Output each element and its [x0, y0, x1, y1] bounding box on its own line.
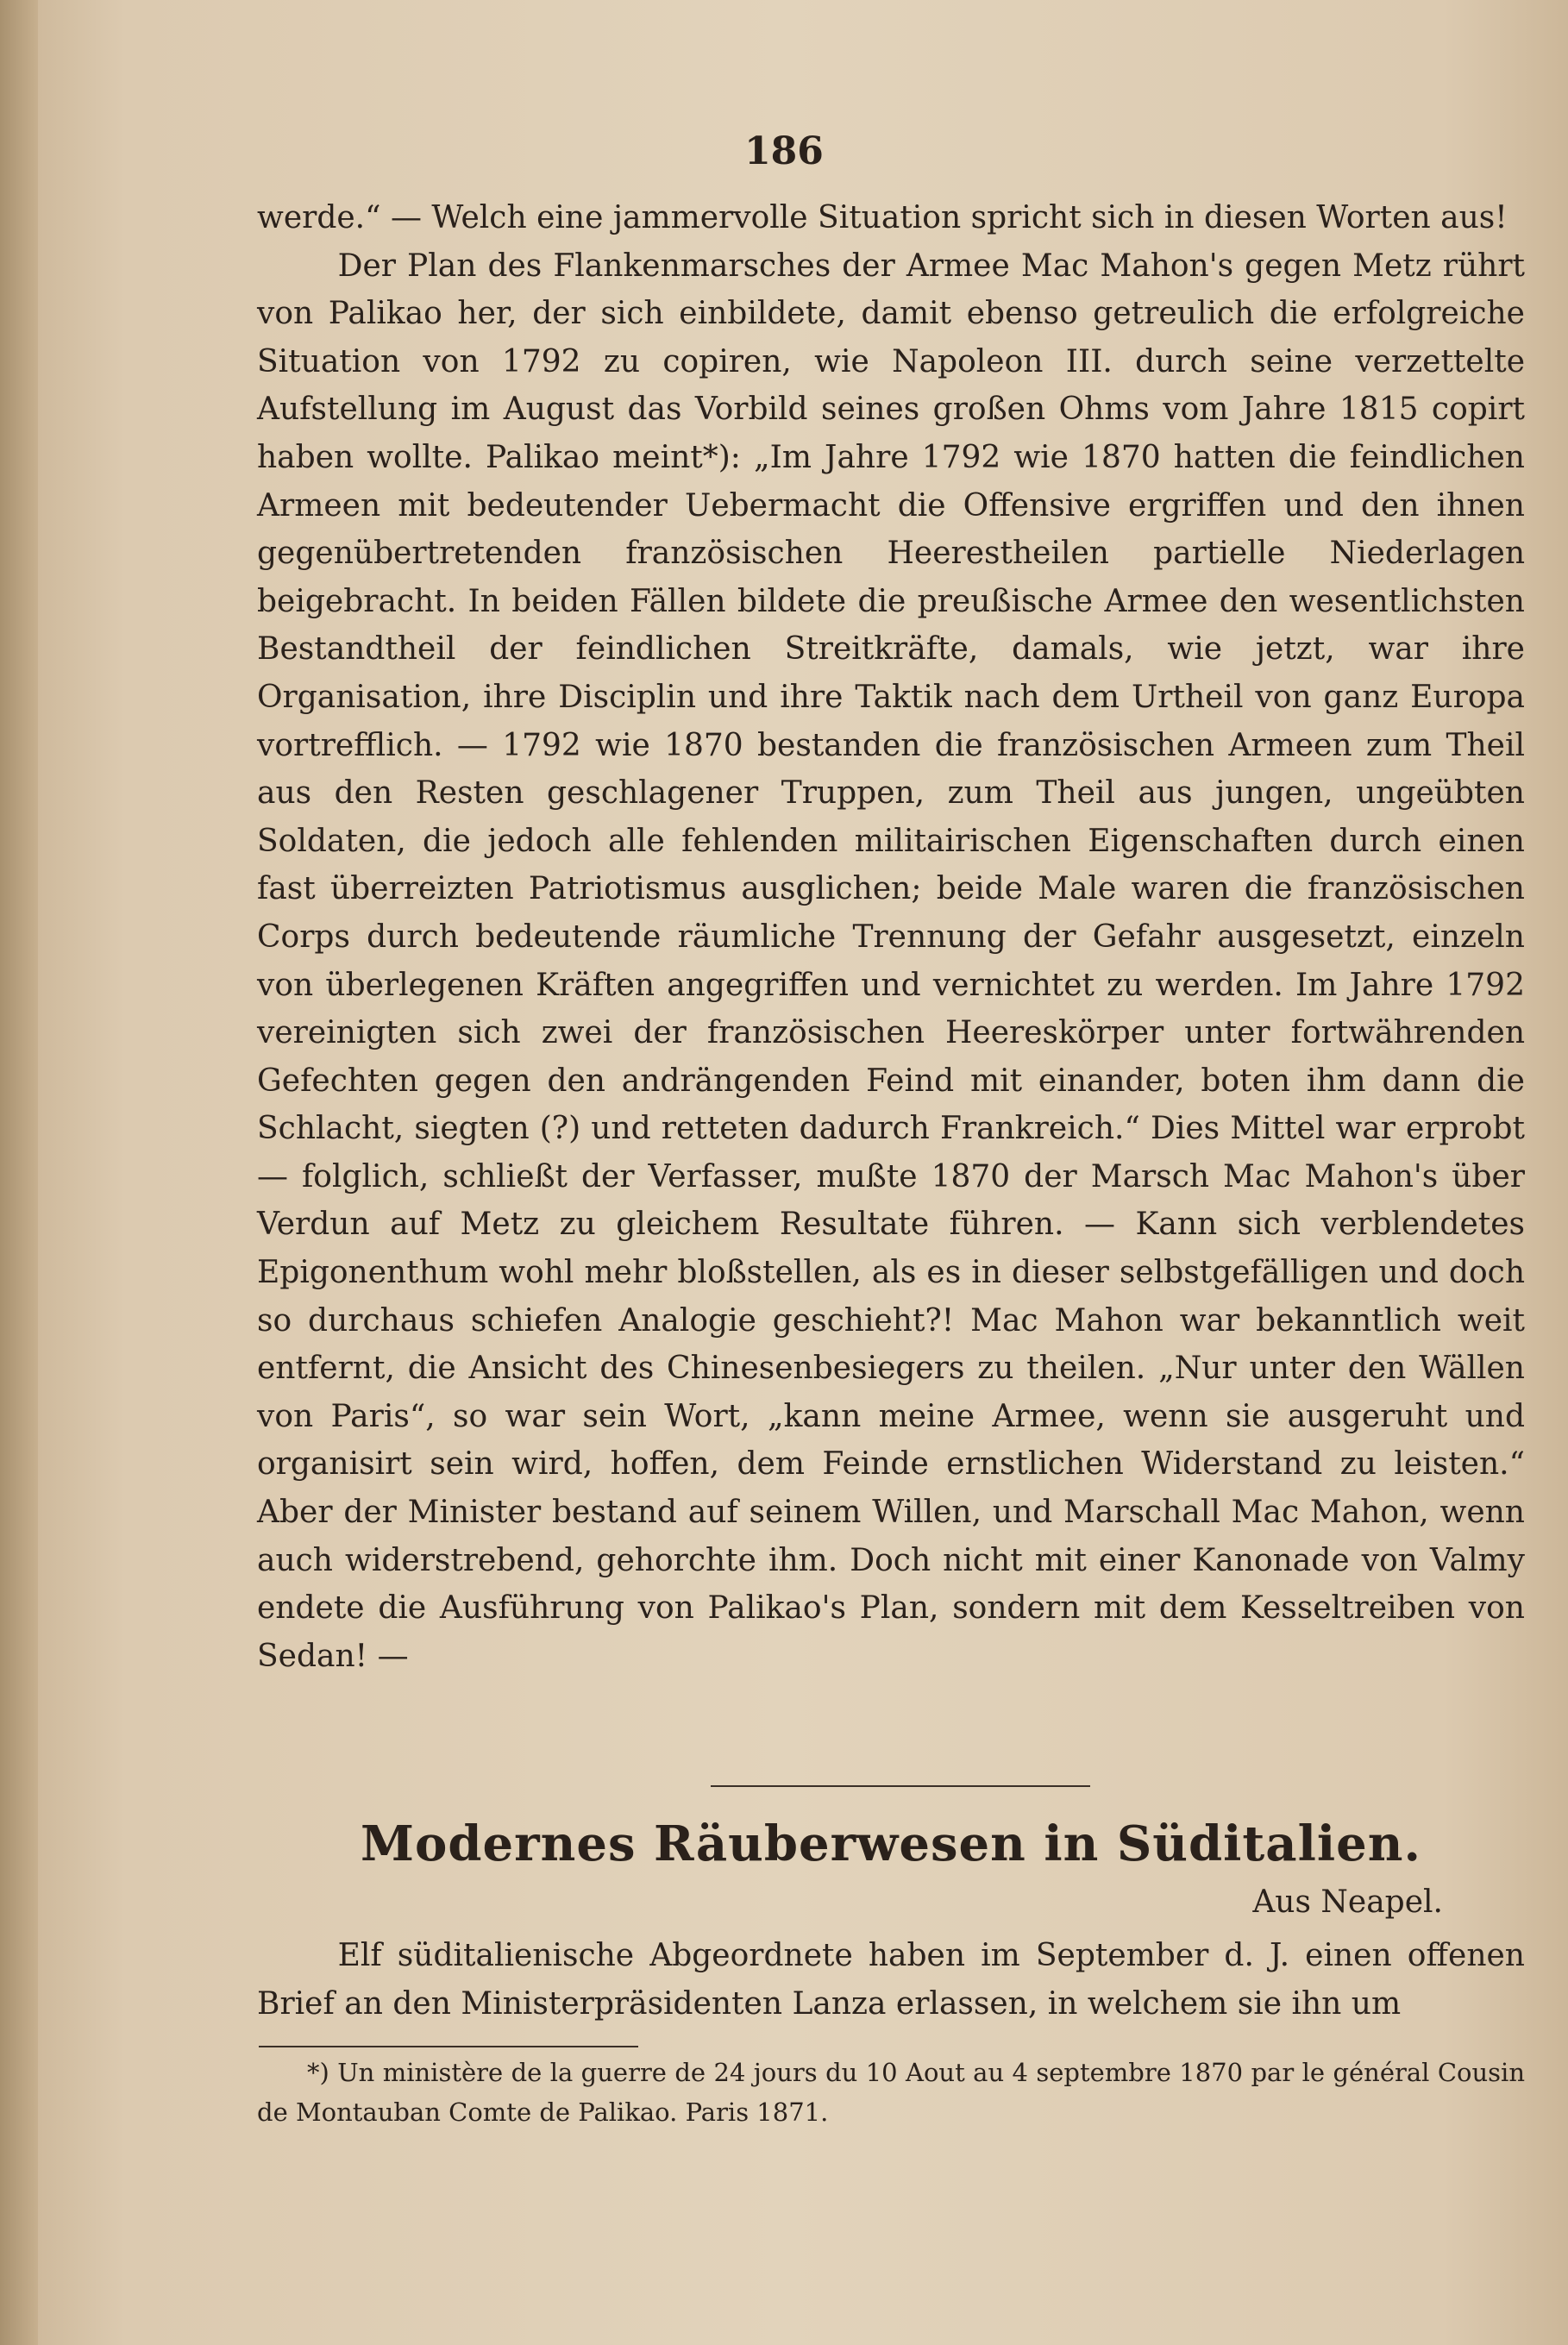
section-paragraph: Elf süditalienische Abgeordnete haben im September d. J. einen offenen Brief an den Ministerpräsidenten Lanza erlassen, in welchem sie ihn um — [257, 1938, 1525, 2022]
paragraph-palikao-plan: Der Plan des Flankenmarsches der Armee Mac Mahon's gegen Metz rührt von Palikao her, der sich einbildete, damit ebenso getreulich die erfolgreiche Situation von 1792 zu copiren, wie Napoleon III. durch seine verzettelte Aufstellung im August das Vorbild seines großen Ohms vom Jahre 1815 copirt haben wollte. Palikao meint*): „Im Jahre 1792 wie 1870 hatten die feindlichen Armeen mit bedeutender Uebermacht die Offensive ergriffen und den ihnen gegenübertretenden französischen Heerestheilen partielle Niederlagen beigebracht. In beiden Fällen bildete die preußische Armee den wesentlichsten Bestandtheil der feindlichen Streitkräfte, damals, wie jetzt, war ihre Organisation, ihre Disciplin und ihre Taktik nach dem Urtheil von ganz Europa vortrefflich. — 1792 wie 1870 bestanden die französischen Armeen zum Theil aus den Resten geschlagener Truppen, zum Theil aus jungen, ungeübten Soldaten, die jedoch alle fehlenden militairischen Eigenschaften durch einen fast überreizten Patriotismus ausglichen; beide Male waren die französischen Corps durch bedeutende räumliche Trennung der Gefahr ausgesetzt, einzeln von überlegenen Kräften angegriffen und vernichtet zu werden. Im Jahre 1792 vereinigten sich zwei der französischen Heereskörper unter fortwährenden Gefechten gegen den andrängenden Feind mit einander, boten ihm dann die Schlacht, siegten (?) und retteten dadurch Frankreich.“ Dies Mittel war erprobt — folglich, schließt der Verfasser, mußte 1870 der Marsch Mac Mahon's über Verdun auf Metz zu gleichem Resultate führen. — Kann sich verblendetes Epigonenthum wohl mehr bloßstellen, als es in dieser selbstgefälligen und doch so durchaus schiefen Analogie geschieht?! Mac Mahon war bekanntlich weit entfernt, die Ansicht des Chinesenbesiegers zu theilen. „Nur unter den Wällen von Paris“, so war sein Wort, „kann meine Armee, wenn sie ausgeruht und organisirt sein wird, hoffen, dem Feinde ernstlichen Widerstand zu leisten.“ Aber der Minister bestand auf seinem Willen, und Marschall Mac Mahon, wenn auch widerstrebend, gehorchte ihm. Doch nicht mit einer Kanonade von Valmy endete die Ausführung von Palikao's Plan, sondern mit dem Kesseltreiben von Sedan! — — [257, 248, 1525, 1674]
page-edge — [0, 0, 38, 2345]
paragraph-continuation: werde.“ — Welch eine jammervolle Situation spricht sich in diesen Worten aus! — [257, 200, 1508, 235]
section-divider — [711, 1785, 1090, 1787]
page-number: 186 — [744, 129, 824, 173]
section-heading: Modernes Räuberwesen in Süditalien. — [361, 1815, 1421, 1872]
footnote-rule — [259, 2046, 638, 2047]
section-text — [257, 1932, 1525, 2028]
footnote: *) Un ministère de la guerre de 24 jours du 10 Aout au 4 septembre 1870 par le général Cousin de Montauban Comte de Palikao. Paris 1871. — [257, 2058, 1525, 2127]
main-text — [257, 194, 1525, 1680]
section-dateline: Aus Neapel. — [1252, 1884, 1443, 1920]
